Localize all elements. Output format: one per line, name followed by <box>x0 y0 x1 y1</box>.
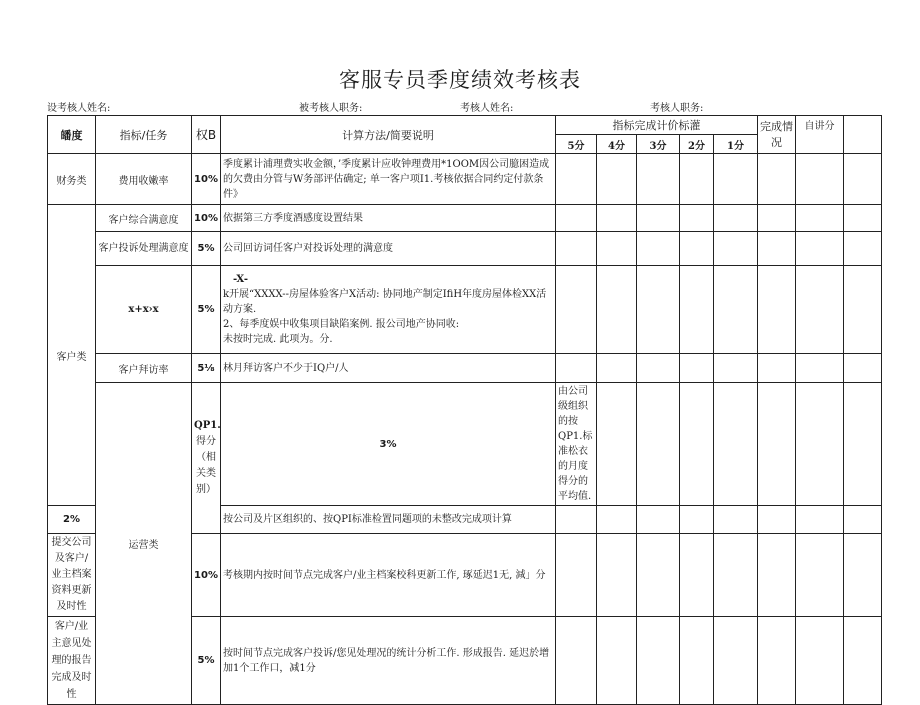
header-rating: 指标完成计价标灌 <box>556 116 758 135</box>
assessee-position-label: 被考核人职务: <box>299 103 363 114</box>
header-weight: 权B <box>192 116 221 154</box>
level-4: 4分 <box>597 135 637 154</box>
table-row <box>48 154 882 205</box>
method-cell: 依据第三方季度酒感度设置结果 <box>221 205 556 232</box>
table-row <box>48 205 882 232</box>
indicator-cell: 客户拜访率 <box>96 354 192 383</box>
form-title: 客服专员季度绩效考核表 <box>339 68 581 92</box>
method-line: k开展“XXXX--房屋体验客户X活动: 协同地产制定IfiH年度房屋体检XX活动方案. <box>223 289 547 315</box>
method-cell: 按时间节点完成客户投诉/您见处理况的统计分析工作. 形成报告. 延迟於增加1个工作口，减1分 <box>221 617 556 705</box>
indicator-cell: 费用收嫩率 <box>96 154 192 205</box>
method-cell: 按公司及片区组织的、按QPI标准检置同题项的未整改完成项计算 <box>221 506 556 534</box>
assessor-position-label: 考核人职务: <box>650 103 704 114</box>
qpi-label-rest: 得分（相关类别） <box>196 436 216 495</box>
weight-cell: 3% <box>221 383 556 506</box>
method-cell: 林月拜访客户不少于IQ户/人 <box>221 354 556 383</box>
level-1: 1分 <box>714 135 758 154</box>
weight-cell: 10% <box>192 534 221 617</box>
indicator-cell: x+x›x <box>96 266 192 354</box>
table-row <box>48 354 882 383</box>
indicator-cell: 客户/业主意见处理的报告完成及时性 <box>48 617 96 705</box>
indicator-cell: 提交公司及客户/业主档案资料更新及时性 <box>48 534 96 617</box>
weight-cell: 2% <box>48 506 96 534</box>
header-completion: 完成情况 <box>758 116 796 154</box>
header-self-score: 自讲分 <box>796 116 844 154</box>
header-indicator: 指标/任务 <box>96 116 192 154</box>
assessor-name-label: 考核人姓名: <box>460 103 514 114</box>
weight-cell: 10% <box>192 154 221 205</box>
method-cell: 公司回访词任客户对投诉处理的满意度 <box>221 232 556 266</box>
indicator-cell <box>192 383 221 534</box>
header-row <box>48 116 882 135</box>
table-row <box>48 383 882 506</box>
weight-cell: 5% <box>192 232 221 266</box>
table-row <box>48 232 882 266</box>
header-blank <box>844 116 882 154</box>
method-line: -X- <box>233 274 248 285</box>
group-customer: 客户类 <box>48 205 96 506</box>
weight-cell: 5% <box>192 617 221 705</box>
indicator-cell: 客户投诉处理满意度 <box>96 232 192 266</box>
assessee-name-label: 设考核人姓名: <box>47 103 111 114</box>
weight-cell: 5% <box>192 266 221 354</box>
method-cell: 由公司级组织的按QP1.标准松衣的月度得分的平均值. <box>556 383 597 506</box>
assessment-table <box>47 115 882 705</box>
indicator-cell: 客户综合满意度 <box>96 205 192 232</box>
level-5: 5分 <box>556 135 597 154</box>
method-cell <box>221 266 556 354</box>
method-line: 2、每季度娱中收集项目缺陷案例. 报公司地产协同收: <box>223 319 460 330</box>
method-line: 未按时完成. 此项为。分. <box>223 334 333 345</box>
weight-cell: 5⅛ <box>192 354 221 383</box>
header-dimension: 皤度 <box>48 116 96 154</box>
qpi-label: QP1. <box>194 420 221 431</box>
level-3: 3分 <box>637 135 680 154</box>
group-finance: 财务类 <box>48 154 96 205</box>
level-2: 2分 <box>680 135 714 154</box>
table-row <box>48 266 882 354</box>
weight-cell: 10% <box>192 205 221 232</box>
group-operation: 运营类 <box>96 383 192 705</box>
method-cell: 季度累计浦理费实收金额，’季度累计应收钟理费用*1OOM因公司臆困造成的欠费由分管与W务部评估确定; 单一客户项I1.考核依据合同约定付款条件》 <box>221 154 556 205</box>
header-method: 计算方法/简要说明 <box>221 116 556 154</box>
method-cell: 考核期内按时间节点完成客户/业主档案校科更新工作, 琢延迟1无, 減」分 <box>221 534 556 617</box>
